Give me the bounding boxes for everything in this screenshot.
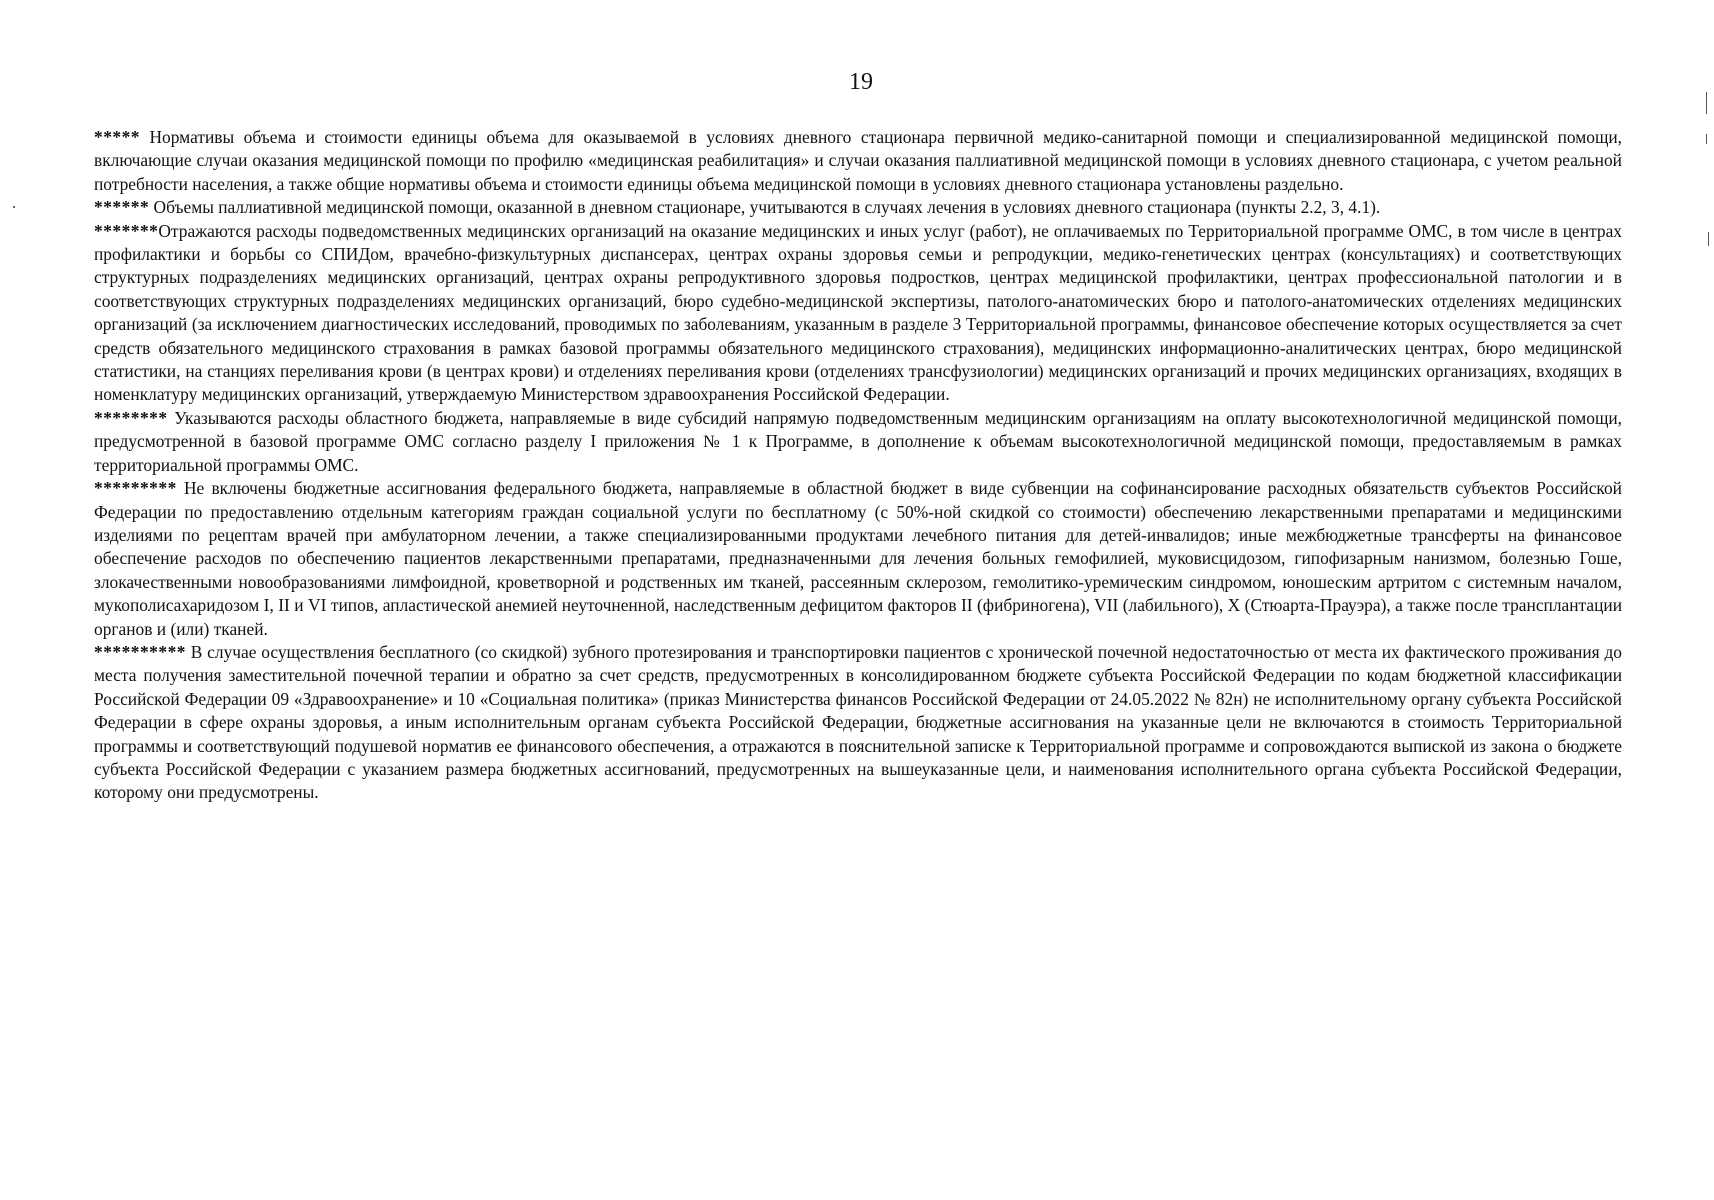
footnote-5	[94, 126, 1622, 196]
footnote-marker: ******	[94, 197, 150, 218]
scan-dot	[13, 206, 15, 208]
page-number: 19	[849, 69, 873, 95]
footnote-text: Нормативы объема и стоимости единицы объема для оказываемой в условиях дневного стационара первичной медико-санитарной помощи и специализированной медицинской помощи, включающие случаи оказания медицинской помощи по профилю «медицинская реабилитация» и случаи оказания паллиативной медицинской помощи в условиях дневного стационара, с учетом реальной потребности населения, а также общие нормативы объема и стоимости единицы объема медицинской помощи в условиях дневного стационара установлены раздельно.	[94, 127, 1622, 194]
footnote-text: Указываются расходы областного бюджета, направляемые в виде субсидий напрямую подведомственным медицинским организациям на оплату высокотехнологичной медицинской помощи, предусмотренной в базовой программе ОМС согласно разделу I приложения № 1 к Программе, в дополнение к объемам высокотехнологичной медицинской помощи, предоставляемым в рамках территориальной программы ОМС.	[94, 407, 1622, 475]
footnote-8	[94, 407, 1622, 477]
footnote-text: Отражаются расходы подведомственных медицинских организаций на оказание медицинских и иных услуг (работ), не оплачиваемых по Территориальной программе ОМС, в том числе в центрах профилактики и борьбы со СПИДом, врачебно-физкультурных диспансерах, центрах охраны здоровья семьи и репродукции, медико-генетических центрах (консультациях) и соответствующих структурных подразделениях медицинских организаций, центрах охраны репродуктивного здоровья подростков, центрах медицинской профилактики, центрах профессиональной патологии и в соответствующих структурных подразделениях медицинских организаций, бюро судебно-медицинской экспертизы, патолого-анатомических бюро и патолого-анатомических отделениях медицинских организаций (за исключением диагностических исследований, проводимых по заболеваниям, указанным в разделе 3 Территориальной программы, финансовое обеспечение которых осуществляется за счет средств обязательного медицинского страхования в рамках базовой программы обязательного медицинского страхования), медицинских информационно-аналитических центрах, бюро медицинской статистики, на станциях переливания крови (в центрах крови) и отделениях переливания крови (отделениях трансфузиологии) медицинских организаций и прочих медицинских организациях, входящих в номенклатуру медицинских организаций, утверждаемую Министерством здравоохранения Российской Федерации.	[94, 220, 1622, 405]
footnote-text: Объемы паллиативной медицинской помощи, оказанной в дневном стационаре, учитываются в случаях лечения в условиях дневного стационара (пункты 2.2, 3, 4.1).	[153, 197, 1381, 218]
scan-edge-mark	[1706, 134, 1707, 144]
footnote-6	[94, 196, 1622, 219]
footnote-marker: *********	[94, 478, 177, 499]
scan-edge-mark	[1706, 92, 1707, 114]
footnote-text: Не включены бюджетные ассигнования федерального бюджета, направляемые в областной бюджет в виде субвенции на софинансирование расходных обязательств субъектов Российской Федерации по предоставлению отдельным категориям граждан социальной услуги по бесплатному (с 50%-ной скидкой со стоимости) обеспечению лекарственными препаратами и медицинскими изделиями по рецептам врачей при амбулаторном лечении, а также специализированными продуктами лечебного питания для детей-инвалидов; иные межбюджетные трансферты на финансовое обеспечение расходов по обеспечению пациентов лекарственными препаратами, предназначенными для лечения больных гемофилией, муковисцидозом, гипофизарным нанизмом, болезнью Гоше, злокачественными новообразованиями лимфоидной, кроветворной и родственных им тканей, рассеянным склерозом, гемолитико-уремическим синдромом, юношеским артритом с системным началом, мукополисахаридозом I, II и VI типов, апластической анемией неуточненной, наследственным дефицитом факторов II (фибриногена), VII (лабильного), X (Стюарта-Прауэра), а также после трансплантации органов и (или) тканей.	[94, 478, 1622, 639]
footnote-9	[94, 477, 1622, 641]
footnote-text: В случае осуществления бесплатного (со скидкой) зубного протезирования и транспортировки пациентов с хронической почечной недостаточностью от места их фактического проживания до места получения заместительной почечной терапии и обратно за счет средств, предусмотренных в консолидированном бюджете субъекта Российской Федерации по кодам бюджетной классификации Российской Федерации 09 «Здравоохранение» и 10 «Социальная политика» (приказ Министерства финансов Российской Федерации от 24.05.2022 № 82н) не исполнительному органу субъекта Российской Федерации в сфере охраны здоровья, а иным исполнительным органам субъекта Российской Федерации, бюджетные ассигнования на указанные цели не включаются в стоимость Территориальной программы и соответствующий подушевой норматив ее финансового обеспечения, а отражаются в пояснительной записке к Территориальной программе и сопровождаются выпиской из закона о бюджете субъекта Российской Федерации с указанием размера бюджетных ассигнований, предусмотренных на вышеуказанные цели, и наименования исполнительного органа субъекта Российской Федерации, которому они предусмотрены.	[94, 641, 1622, 803]
footnote-7	[94, 220, 1622, 407]
footnotes	[94, 126, 1622, 805]
footnote-marker: **********	[94, 641, 186, 662]
footnote-marker: ********	[94, 407, 168, 428]
footnote-marker: *****	[94, 127, 140, 147]
footnote-10	[94, 641, 1622, 805]
scan-edge-mark	[1708, 232, 1709, 246]
footnote-marker: *******	[94, 220, 159, 241]
